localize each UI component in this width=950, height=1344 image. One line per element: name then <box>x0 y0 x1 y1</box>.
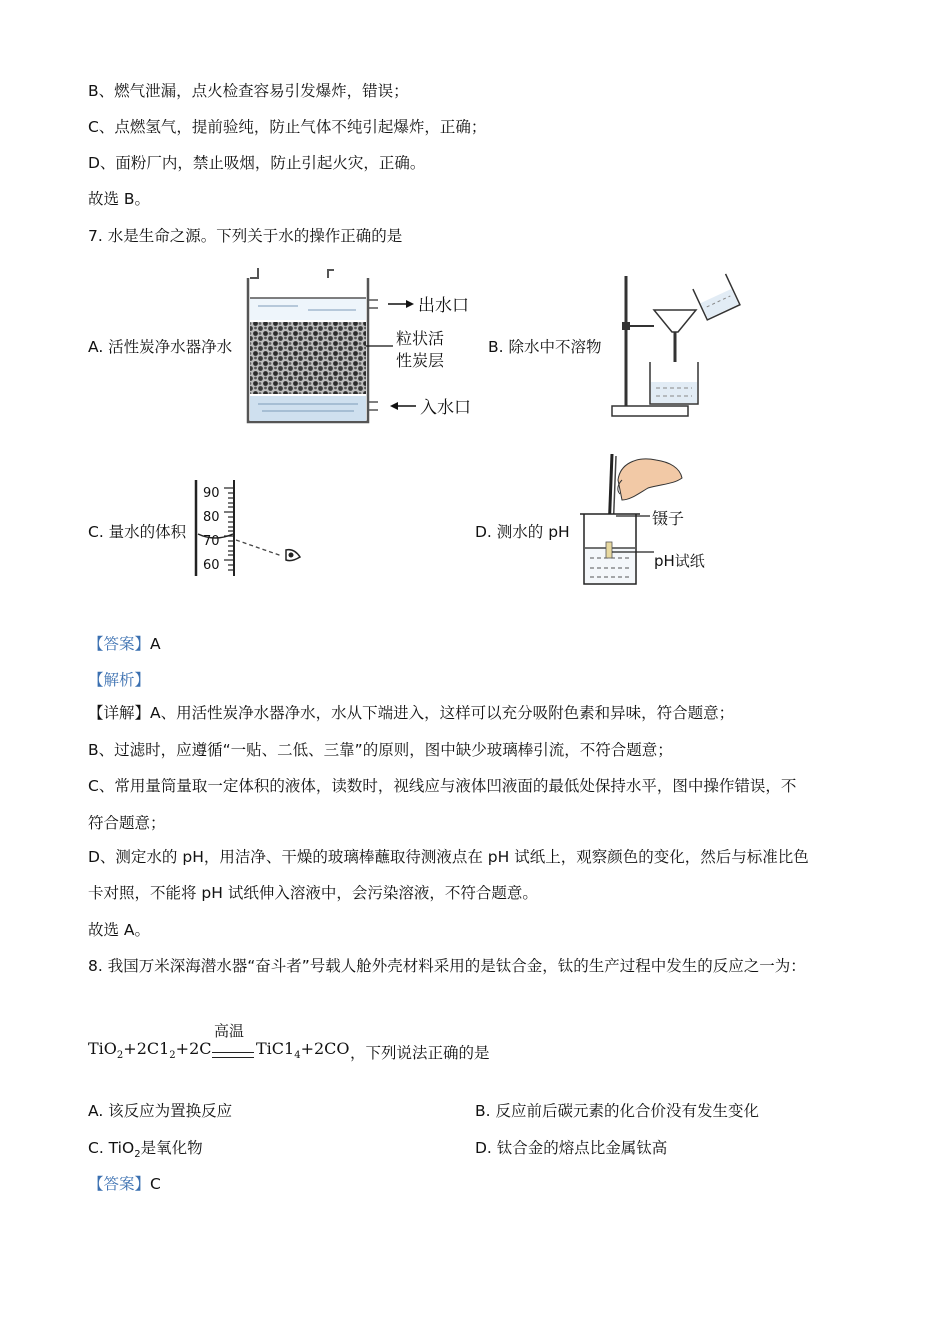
q7-detail-d1: D、测定水的 pH，用洁净、干燥的玻璃棒蘸取待测液点在 pH 试纸上，观察颜色的变化，然后与标准比色 <box>88 848 809 866</box>
q8-answer <box>88 1173 161 1195</box>
eq-tail: ，下列说法正确的是 <box>350 1044 490 1062</box>
answer-value: A <box>150 635 161 653</box>
eq-sub: 4 <box>294 1050 301 1062</box>
q7-figure-b-filtration <box>610 270 745 420</box>
eq-double-line <box>212 1052 254 1058</box>
eq-left-2: +2C1 <box>123 1039 170 1058</box>
answer-tag: 【答案】 <box>88 635 151 653</box>
tick-label: 90 <box>203 486 220 501</box>
q7-figure-a-purifier <box>238 266 488 431</box>
detail-text: A、用活性炭净水器净水，水从下端进入，这样可以充分吸附色素和异味，符合题意； <box>150 704 735 722</box>
label-tweezers: 镊子 <box>652 509 685 528</box>
q7-analysis-tag: 【解析】 <box>88 671 151 689</box>
eq-right-2: +2CO <box>300 1039 350 1058</box>
eq-condition: 高温 <box>214 1022 245 1040</box>
eq-left-1: TiO <box>88 1039 117 1058</box>
tick-label: 60 <box>203 558 220 573</box>
q7-option-d: D. 测水的 pH <box>475 523 570 541</box>
q7-answer <box>88 633 161 655</box>
q7-option-c: C. 量水的体积 <box>88 523 187 541</box>
label-carbon-1: 粒状活 <box>396 329 445 348</box>
q8-option-c <box>88 1137 203 1166</box>
opt-c-pre: C. TiO <box>88 1139 135 1157</box>
tick-label: 80 <box>203 510 220 525</box>
eq-left-3: +2C <box>175 1039 212 1058</box>
prev-answer-c: C、点燃氢气，提前验纯，防止气体不纯引起爆炸，正确； <box>88 118 487 136</box>
q8-option-a: A. 该反应为置换反应 <box>88 1102 233 1120</box>
q7-detail-c2: 符合题意； <box>88 814 166 832</box>
eq-sub: 2 <box>116 1050 124 1062</box>
label-ph-paper: pH试纸 <box>654 552 705 570</box>
opt-c-post: 是氧化物 <box>140 1139 203 1157</box>
q8-option-b: B. 反应前后碳元素的化合价没有发生变化 <box>475 1102 759 1120</box>
eye-icon <box>286 550 300 561</box>
opt-c-sub: 2 <box>134 1149 141 1161</box>
q8-option-d: D. 钛合金的熔点比金属钛高 <box>475 1139 668 1157</box>
q7-stem: 7. 水是生命之源。下列关于水的操作正确的是 <box>88 227 403 245</box>
detail-tag: 【详解】 <box>88 704 151 722</box>
q7-detail-c1: C、常用量筒量取一定体积的液体，读数时，视线应与液体凹液面的最低处保持水平，图中操作错误，不 <box>88 777 797 795</box>
q7-detail-d2: 卡对照，不能将 pH 试纸伸入溶液中，会污染溶液，不符合题意。 <box>88 884 538 902</box>
tick-label: 70 <box>203 534 220 549</box>
label-carbon-2: 性炭层 <box>396 351 445 370</box>
q7-option-b: B. 除水中不溶物 <box>488 338 602 356</box>
q7-choice: 故选 A。 <box>88 921 151 939</box>
q7-detail-a <box>88 702 734 724</box>
q7-figure-d-ph-test <box>578 450 718 590</box>
answer-value: C <box>150 1175 161 1193</box>
answer-tag: 【答案】 <box>88 1175 151 1193</box>
prev-choice: 故选 B。 <box>88 190 151 208</box>
eq-sub: 2 <box>169 1050 176 1062</box>
eq-right-1: TiC1 <box>256 1039 295 1058</box>
label-outlet: 出水口 <box>418 296 469 316</box>
q7-option-a: A. 活性炭净水器净水 <box>88 338 233 356</box>
label-inlet: 入水口 <box>420 398 471 418</box>
q8-stem: 8. 我国万米深海潜水器“奋斗者”号载人舱外壳材料采用的是钛合金，钛的生产过程中发生的反应之一为： <box>88 957 806 975</box>
hand-icon <box>618 459 682 500</box>
q7-figure-c-cylinder <box>190 478 310 578</box>
prev-answer-b: B、燃气泄漏，点火检查容易引发爆炸，错误； <box>88 82 409 100</box>
q7-detail-b: B、过滤时，应遵循“一贴、二低、三靠”的原则，图中缺少玻璃棒引流，不符合题意； <box>88 741 673 759</box>
prev-answer-d: D、面粉厂内，禁止吸烟，防止引起火灾，正确。 <box>88 154 426 172</box>
